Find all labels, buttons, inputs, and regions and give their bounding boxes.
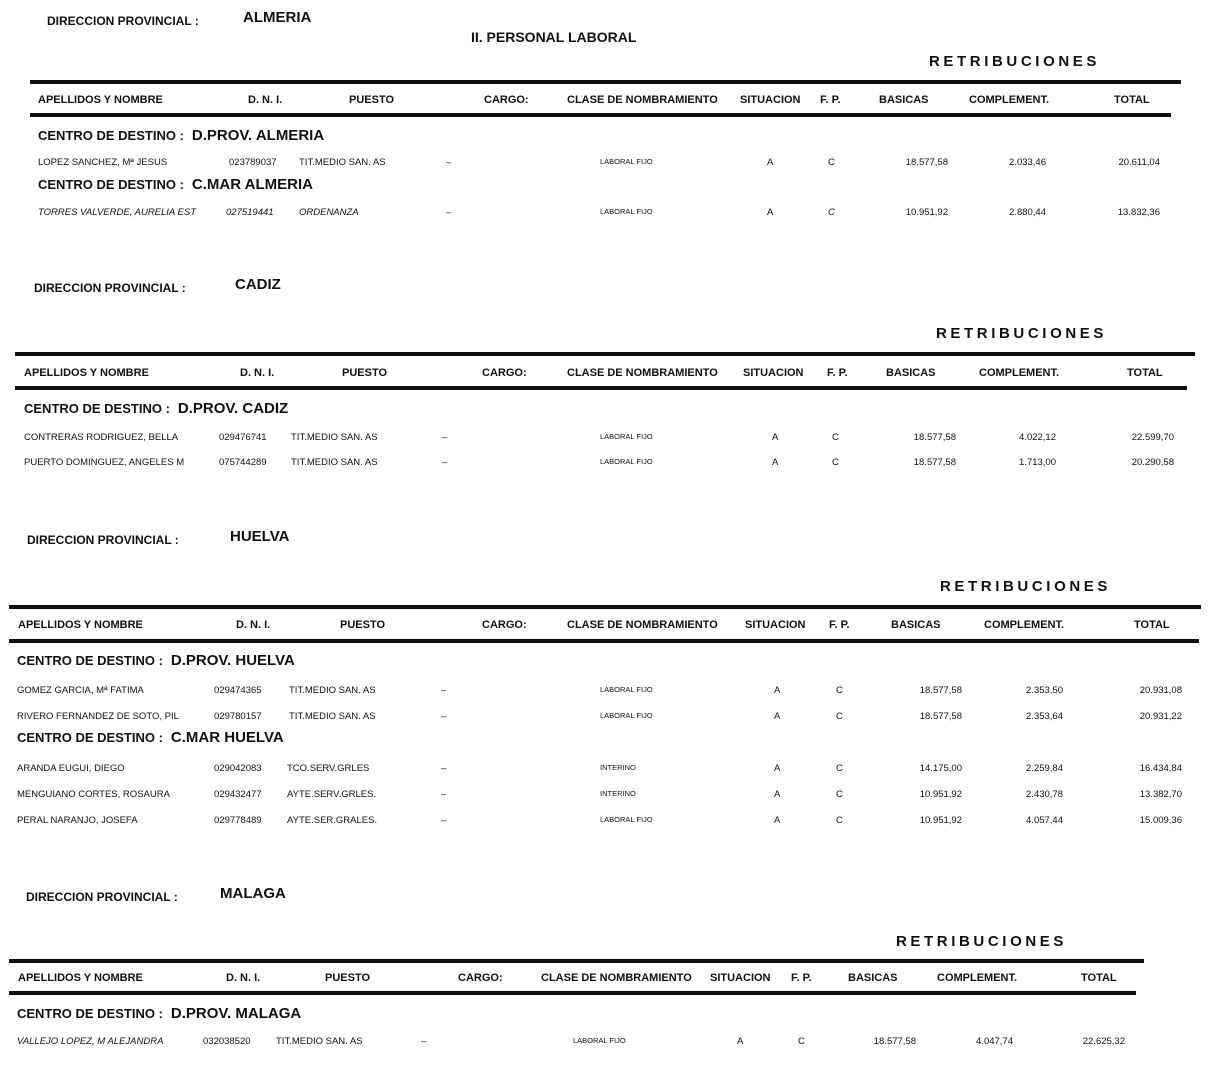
cell-fp: C — [836, 763, 843, 774]
header-clase: CLASE DE NOMBRAMIENTO — [567, 94, 718, 106]
cell-nombre: MENGUIANO CORTES, ROSAURA — [17, 789, 170, 800]
cell-total: 15.009,36 — [1139, 815, 1182, 826]
header-complement: COMPLEMENT. — [969, 94, 1050, 106]
cell-nombre: ARANDA EUGUI, DIEGO — [17, 763, 125, 774]
cell-complement: 2.259,84 — [1026, 763, 1063, 774]
header-apellidos: APELLIDOS Y NOMBRE — [38, 94, 163, 106]
cell-basicas: 18.577,58 — [913, 457, 956, 468]
centro-destino-label: CENTRO DE DESTINO : — [24, 401, 170, 416]
cell-fp: C — [828, 207, 835, 218]
cell-cargo: – — [421, 1036, 427, 1047]
header-apellidos: APELLIDOS Y NOMBRE — [18, 972, 143, 984]
cell-clase: LABORAL FIJO — [600, 457, 653, 466]
header-apellidos: APELLIDOS Y NOMBRE — [24, 367, 149, 379]
cell-puesto: TIT.MEDIO SAN. AS — [291, 457, 378, 468]
cell-fp: C — [798, 1036, 805, 1047]
cell-total: 20.290,58 — [1131, 457, 1174, 468]
cell-fp: C — [836, 685, 843, 696]
cell-clase: LABORAL FIJO — [600, 685, 653, 694]
header-apellidos: APELLIDOS Y NOMBRE — [18, 619, 143, 631]
header-top-rule — [15, 352, 1195, 356]
cell-cargo: – — [441, 789, 447, 800]
cell-complement: 2.430,78 — [1026, 789, 1063, 800]
header-dni: D. N. I. — [236, 619, 271, 631]
cell-puesto: AYTE.SERV.GRLES. — [287, 789, 377, 800]
centro-destino-name: C.MAR HUELVA — [170, 729, 284, 746]
cell-clase: LABORAL FIJO — [600, 432, 653, 441]
document-subtitle: II. PERSONAL LABORAL — [471, 29, 637, 45]
header-bottom-rule — [9, 991, 1136, 995]
cell-clase: LABORAL FIJO — [573, 1036, 626, 1045]
cell-dni: 029432477 — [214, 789, 262, 800]
cell-situacion: A — [774, 815, 781, 826]
cell-nombre: PERAL NARANJO, JOSEFA — [17, 815, 138, 826]
cell-fp: C — [836, 789, 843, 800]
header-puesto: PUESTO — [340, 619, 386, 631]
header-fp: F. P. — [827, 367, 848, 379]
header-basicas: BASICAS — [891, 619, 941, 631]
cell-puesto: TIT.MEDIO SAN. AS — [289, 711, 376, 722]
centro-destino-name: D.PROV. ALMERIA — [191, 127, 325, 144]
cell-clase: LABORAL FIJO — [600, 815, 653, 824]
cell-basicas: 14.175,00 — [919, 763, 962, 774]
direccion-provincial-label: DIRECCION PROVINCIAL : — [27, 533, 179, 547]
centro-destino-label: CENTRO DE DESTINO : — [38, 128, 184, 143]
header-cargo: CARGO: — [458, 972, 503, 984]
centro-destino-name: C.MAR ALMERIA — [191, 176, 314, 193]
cell-complement: 2.353,50 — [1026, 685, 1063, 696]
header-situacion: SITUACION — [743, 367, 804, 379]
cell-clase: INTERINO — [600, 789, 636, 798]
header-complement: COMPLEMENT. — [984, 619, 1065, 631]
cell-fp: C — [832, 432, 839, 443]
header-situacion: SITUACION — [740, 94, 801, 106]
cell-nombre: VALLEJO LOPEZ, M ALEJANDRA — [17, 1036, 164, 1047]
cell-dni: 029042083 — [214, 763, 262, 774]
cell-basicas: 18.577,58 — [873, 1036, 916, 1047]
header-complement: COMPLEMENT. — [979, 367, 1060, 379]
retribuciones-heading: RETRIBUCIONES — [940, 578, 1111, 595]
cell-dni: 029778489 — [214, 815, 262, 826]
header-dni: D. N. I. — [248, 94, 283, 106]
header-top-rule — [30, 80, 1181, 84]
cell-cargo: – — [442, 432, 448, 443]
header-total: TOTAL — [1081, 972, 1117, 984]
centro-destino-label: CENTRO DE DESTINO : — [17, 1006, 163, 1021]
cell-cargo: – — [442, 457, 448, 468]
direccion-provincial-label: DIRECCION PROVINCIAL : — [47, 14, 199, 28]
cell-dni: 027519441 — [226, 207, 274, 218]
cell-cargo: – — [446, 157, 452, 168]
header-dni: D. N. I. — [226, 972, 261, 984]
centro-destino — [17, 1005, 301, 1023]
header-total: TOTAL — [1134, 619, 1170, 631]
cell-dni: 029474365 — [214, 685, 262, 696]
cell-situacion: A — [774, 789, 781, 800]
cell-fp: C — [836, 815, 843, 826]
centro-destino — [38, 127, 324, 145]
cell-complement: 2.353,64 — [1026, 711, 1063, 722]
header-puesto: PUESTO — [342, 367, 388, 379]
cell-complement: 1.713,00 — [1019, 457, 1056, 468]
cell-situacion: A — [737, 1036, 744, 1047]
cell-complement: 4.022,12 — [1019, 432, 1056, 443]
header-basicas: BASICAS — [848, 972, 898, 984]
cell-clase: LABORAL FIJO — [600, 157, 653, 166]
header-puesto: PUESTO — [325, 972, 371, 984]
cell-clase: INTERINO — [600, 763, 636, 772]
header-basicas: BASICAS — [886, 367, 936, 379]
cell-total: 20.931,08 — [1139, 685, 1182, 696]
cell-situacion: A — [772, 432, 779, 443]
header-fp: F. P. — [791, 972, 812, 984]
cell-total: 22.599,70 — [1131, 432, 1174, 443]
provincia-name: CADIZ — [235, 276, 281, 293]
cell-cargo: – — [441, 711, 447, 722]
cell-dni: 023789037 — [229, 157, 277, 168]
cell-complement: 2.033,46 — [1009, 157, 1046, 168]
retribuciones-heading: RETRIBUCIONES — [929, 53, 1100, 70]
cell-nombre: LOPEZ SANCHEZ, Mª JESUS — [38, 157, 168, 168]
cell-cargo: – — [441, 685, 447, 696]
centro-destino — [24, 400, 288, 418]
cell-situacion: A — [774, 763, 781, 774]
cell-clase: LABORAL FIJO — [600, 207, 653, 216]
header-complement: COMPLEMENT. — [937, 972, 1018, 984]
cell-situacion: A — [767, 207, 774, 218]
cell-dni: 029476741 — [219, 432, 267, 443]
cell-puesto: ORDENANZA — [299, 207, 359, 218]
header-top-rule — [9, 605, 1201, 609]
cell-nombre: CONTRERAS RODRIGUEZ, BELLA — [24, 432, 179, 443]
header-situacion: SITUACION — [745, 619, 806, 631]
cell-total: 13.382,70 — [1139, 789, 1182, 800]
cell-basicas: 18.577,58 — [919, 711, 962, 722]
centro-destino-label: CENTRO DE DESTINO : — [17, 653, 163, 668]
header-puesto: PUESTO — [349, 94, 395, 106]
cell-complement: 4.057,44 — [1026, 815, 1063, 826]
provincia-name: MALAGA — [220, 885, 286, 902]
cell-puesto: AYTE.SER.GRALES. — [287, 815, 378, 826]
cell-puesto: TIT.MEDIO SAN. AS — [276, 1036, 363, 1047]
header-top-rule — [9, 959, 1144, 963]
header-fp: F. P. — [820, 94, 841, 106]
cell-cargo: – — [441, 815, 447, 826]
header-total: TOTAL — [1127, 367, 1163, 379]
header-clase: CLASE DE NOMBRAMIENTO — [567, 619, 718, 631]
centro-destino — [17, 729, 284, 747]
cell-fp: C — [836, 711, 843, 722]
centro-destino-label: CENTRO DE DESTINO : — [38, 177, 184, 192]
cell-nombre: GOMEZ GARCIA, Mª FATIMA — [17, 685, 144, 696]
cell-total: 20.611,04 — [1118, 157, 1160, 168]
centro-destino — [38, 176, 313, 194]
cell-total: 20.931,22 — [1139, 711, 1182, 722]
cell-situacion: A — [774, 711, 781, 722]
centro-destino — [17, 652, 295, 670]
direccion-provincial-label: DIRECCION PROVINCIAL : — [26, 890, 178, 904]
cell-puesto: TIT.MEDIO SAN. AS — [291, 432, 378, 443]
header-fp: F. P. — [829, 619, 850, 631]
cell-puesto: TIT.MEDIO SAN. AS — [289, 685, 376, 696]
cell-puesto: TCO.SERV.GRLES — [287, 763, 370, 774]
cell-situacion: A — [772, 457, 779, 468]
cell-basicas: 10.951,92 — [919, 789, 962, 800]
cell-situacion: A — [767, 157, 774, 168]
cell-basicas: 10.951,92 — [905, 207, 948, 218]
cell-basicas: 10.951,92 — [919, 815, 962, 826]
cell-dni: 075744289 — [219, 457, 267, 468]
header-bottom-rule — [15, 386, 1187, 390]
header-clase: CLASE DE NOMBRAMIENTO — [541, 972, 692, 984]
cell-total: 16.434,84 — [1139, 763, 1182, 774]
cell-total: 13.832,36 — [1117, 207, 1160, 218]
header-total: TOTAL — [1114, 94, 1150, 106]
header-dni: D. N. I. — [240, 367, 275, 379]
retribuciones-heading: RETRIBUCIONES — [896, 933, 1067, 950]
cell-basicas: 18.577,58 — [919, 685, 962, 696]
centro-destino-name: D.PROV. MALAGA — [170, 1005, 302, 1022]
header-clase: CLASE DE NOMBRAMIENTO — [567, 367, 718, 379]
cell-puesto: TIT.MEDIO SAN. AS — [299, 157, 386, 168]
cell-cargo: – — [441, 763, 447, 774]
cell-nombre: TORRES VALVERDE, AURELIA EST — [38, 207, 197, 218]
header-cargo: CARGO: — [482, 367, 527, 379]
header-cargo: CARGO: — [484, 94, 529, 106]
centro-destino-label: CENTRO DE DESTINO : — [17, 730, 163, 745]
cell-total: 22.625,32 — [1082, 1036, 1125, 1047]
header-bottom-rule — [9, 639, 1199, 643]
header-cargo: CARGO: — [482, 619, 527, 631]
cell-clase: LABORAL FIJO — [600, 711, 653, 720]
cell-fp: C — [832, 457, 839, 468]
cell-fp: C — [828, 157, 835, 168]
cell-basicas: 18.577,58 — [905, 157, 948, 168]
cell-basicas: 18.577,58 — [913, 432, 956, 443]
cell-complement: 4.047,74 — [976, 1036, 1013, 1047]
cell-complement: 2.880,44 — [1009, 207, 1046, 218]
direccion-provincial-label: DIRECCION PROVINCIAL : — [34, 281, 186, 295]
cell-nombre: RIVERO FERNANDEZ DE SOTO, PIL — [17, 711, 179, 722]
cell-cargo: – — [446, 207, 452, 218]
cell-nombre: PUERTO DOMINGUEZ, ANGELES M — [24, 457, 185, 468]
provincia-name: ALMERIA — [243, 9, 312, 26]
centro-destino-name: D.PROV. HUELVA — [170, 652, 295, 669]
centro-destino-name: D.PROV. CADIZ — [177, 400, 289, 417]
retribuciones-heading: RETRIBUCIONES — [936, 325, 1107, 342]
header-basicas: BASICAS — [879, 94, 929, 106]
cell-dni: 032038520 — [203, 1036, 251, 1047]
provincia-name: HUELVA — [230, 528, 290, 545]
cell-situacion: A — [774, 685, 781, 696]
cell-dni: 029780157 — [214, 711, 262, 722]
header-situacion: SITUACION — [710, 972, 771, 984]
header-bottom-rule — [30, 113, 1171, 117]
